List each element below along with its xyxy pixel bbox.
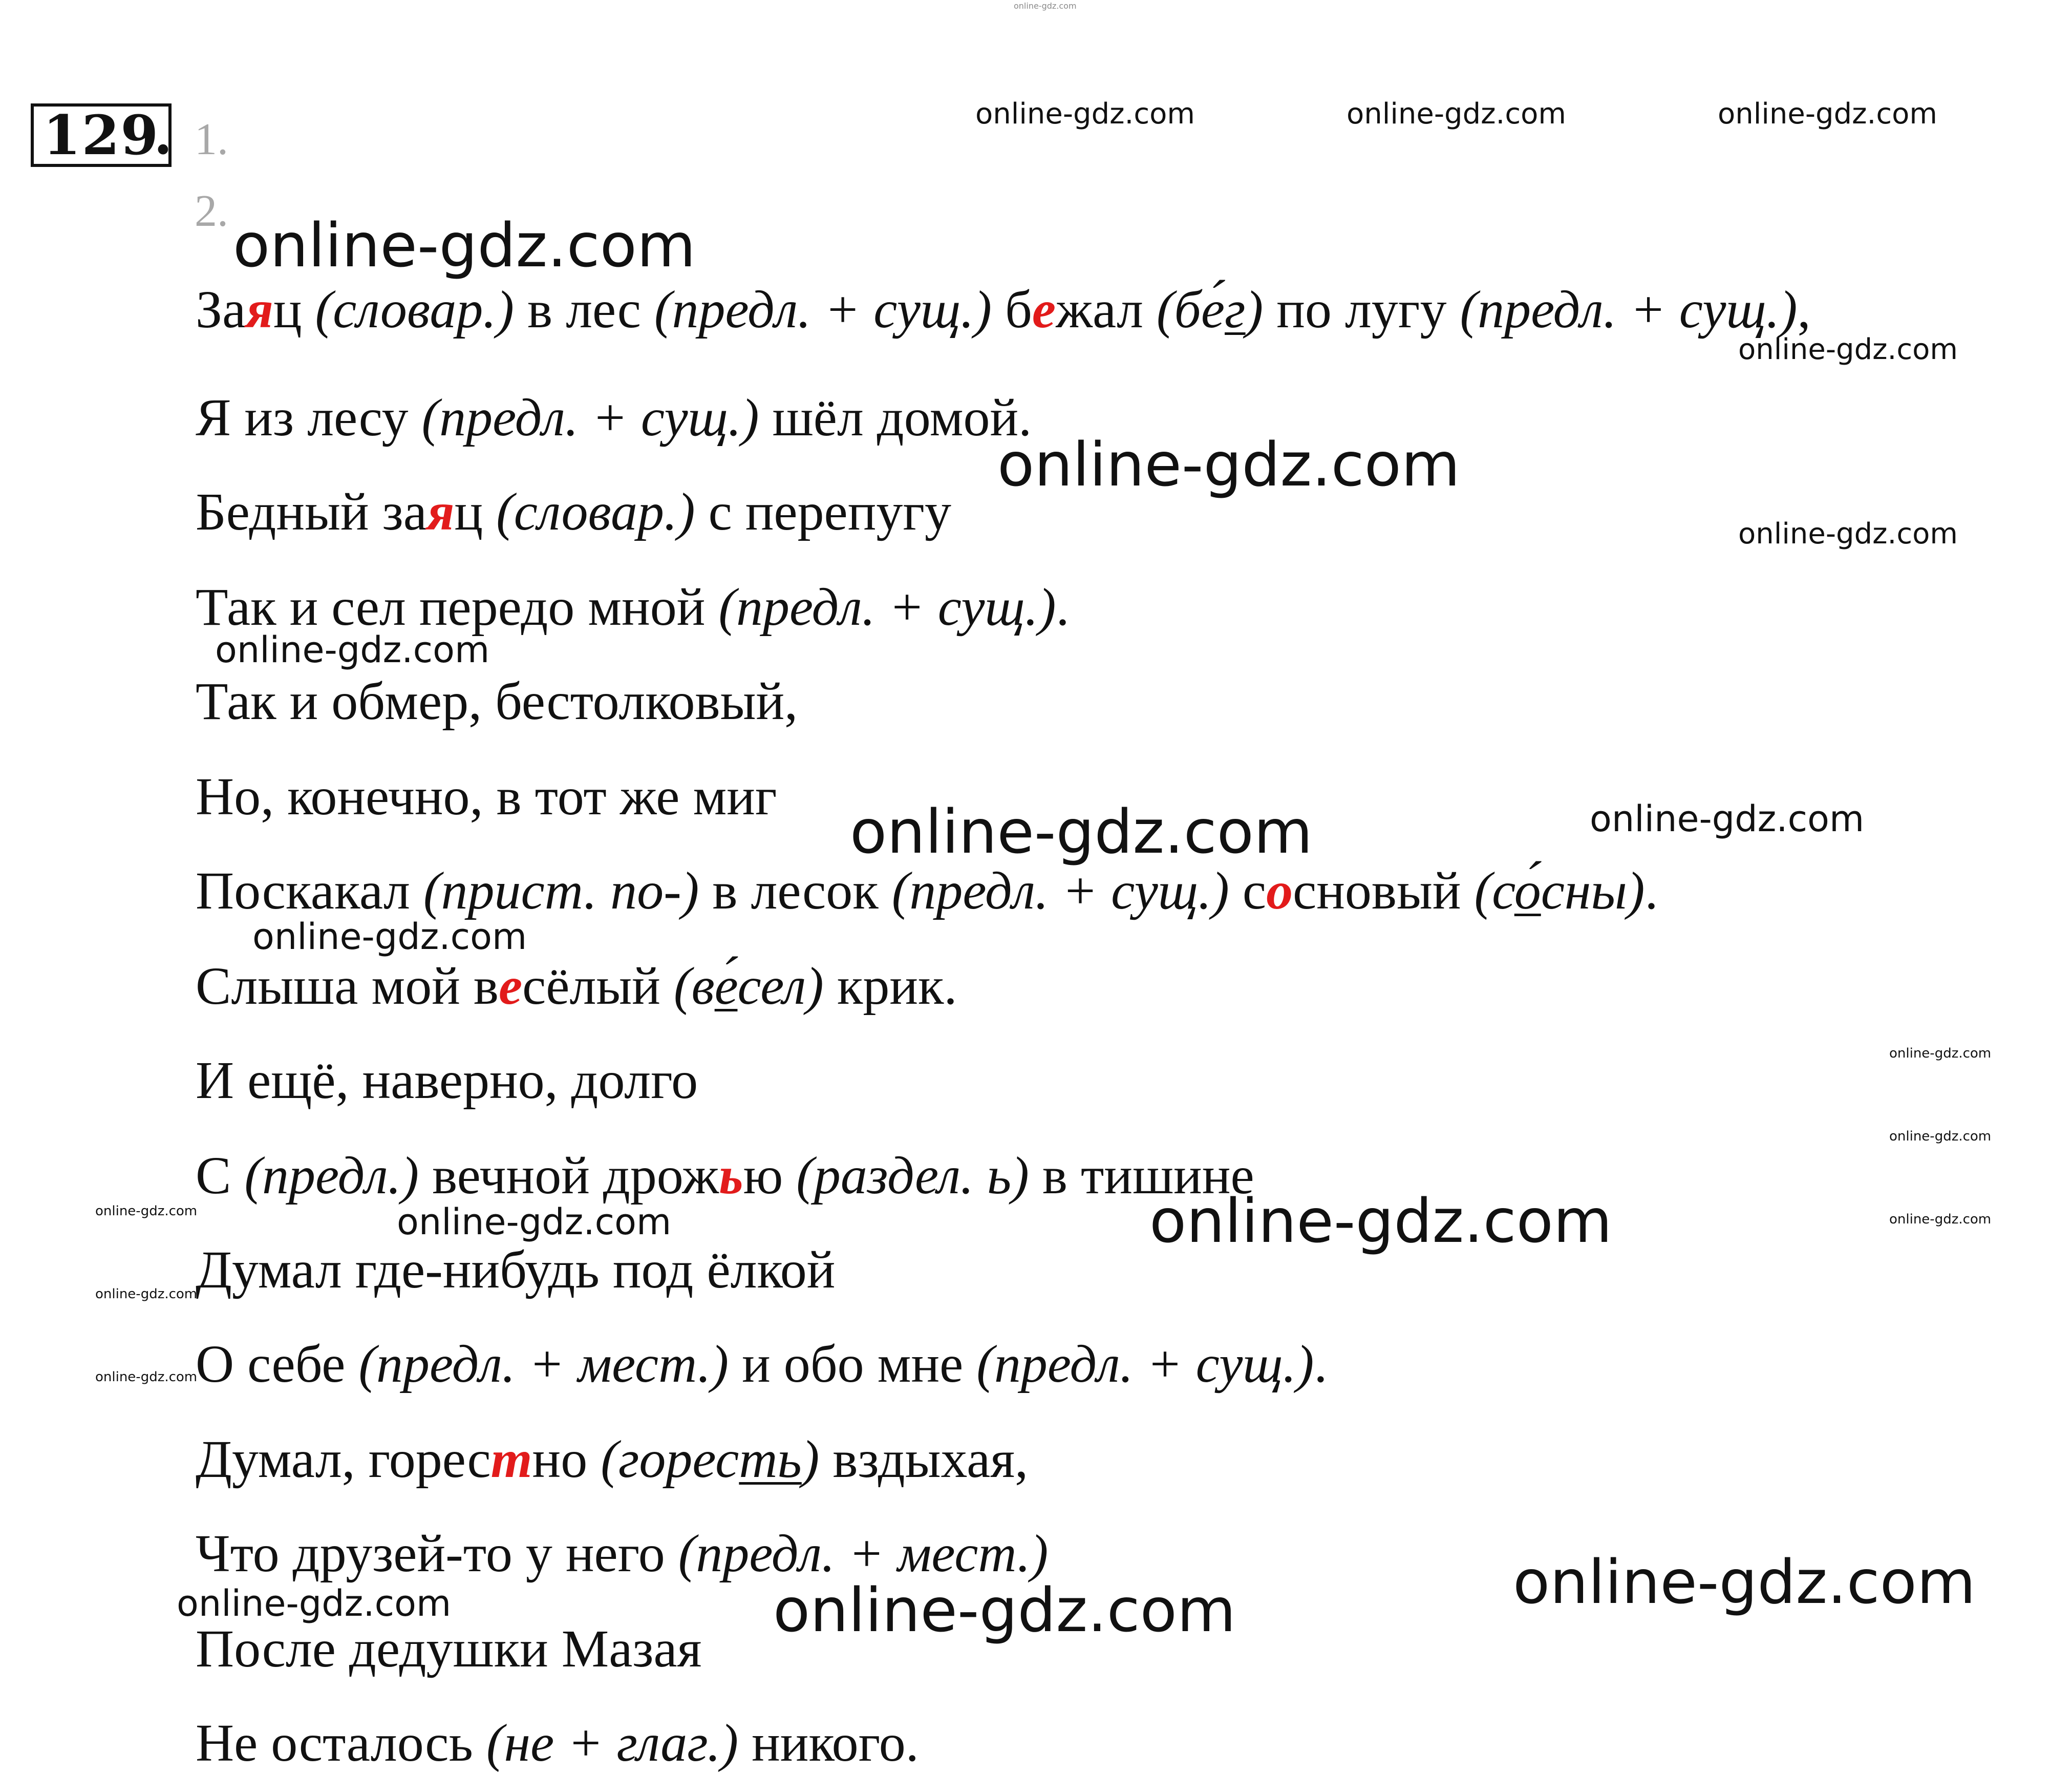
line-text: и обо мне	[729, 1335, 977, 1393]
task-marker-2: 2.	[195, 186, 228, 236]
line-text: Так и сел передо мной	[196, 578, 719, 637]
watermark: online-gdz.com	[215, 629, 490, 671]
poem-line	[196, 956, 957, 1017]
annotation-text: (предл.)	[244, 1146, 419, 1205]
line-text: шёл домой.	[759, 388, 1032, 447]
watermark: online-gdz.com	[1889, 1212, 1992, 1227]
watermark: online-gdz.com	[1889, 1129, 1992, 1144]
line-text: С	[196, 1146, 245, 1205]
annotation-text: (не + глаг.)	[486, 1714, 739, 1772]
annotation-text: е́	[714, 957, 738, 1016]
line-text: .	[1644, 861, 1658, 920]
annotation-text: ть	[739, 1430, 802, 1489]
line-text: Слыша мой в	[196, 957, 499, 1016]
line-text: крик.	[823, 957, 957, 1016]
annotation-text: (предл. + сущ.)	[421, 388, 759, 447]
annotation-text: (словар.)	[315, 280, 514, 339]
poem-line	[196, 1239, 835, 1301]
line-text: И ещё, наверно, долго	[196, 1051, 698, 1110]
highlighted-letter: е	[1032, 280, 1056, 339]
annotation-text: (предл. + сущ.)	[718, 578, 1056, 637]
watermark: online-gdz.com	[95, 1286, 198, 1302]
annotation-text: (бе́	[1156, 280, 1225, 339]
line-text: в тишине	[1029, 1146, 1254, 1205]
annotation-text: (горес	[601, 1430, 739, 1489]
line-text: ц	[454, 482, 497, 541]
watermark: online-gdz.com	[1347, 97, 1566, 131]
line-text: ц	[273, 280, 315, 339]
poem-line	[196, 387, 1032, 449]
watermark: online-gdz.com	[252, 916, 527, 958]
line-text: с	[1229, 861, 1267, 920]
line-text: жал	[1056, 280, 1157, 339]
line-text: Я из лесу	[196, 388, 422, 447]
annotation-text: сны)	[1541, 861, 1645, 920]
line-text: никого.	[738, 1714, 919, 1772]
highlighted-letter: т	[490, 1430, 532, 1489]
poem-line	[196, 1050, 698, 1111]
poem-line	[196, 860, 1658, 922]
watermark: online-gdz.com	[975, 97, 1195, 131]
highlighted-letter: ь	[719, 1146, 743, 1205]
line-text: вздыхая,	[819, 1430, 1029, 1489]
line-text: ю	[743, 1146, 797, 1205]
line-text: Бедный за	[196, 482, 427, 541]
exercise-number-dot: .	[154, 102, 173, 166]
watermark: online-gdz.com	[1889, 1046, 1992, 1061]
annotation-text: )	[801, 1430, 820, 1489]
line-text: .	[1056, 578, 1070, 637]
watermark: online-gdz.com	[177, 1582, 452, 1624]
line-text: Поскакал	[196, 861, 423, 920]
watermark: online-gdz.com	[233, 210, 696, 281]
highlighted-letter: я	[246, 280, 273, 339]
watermark: online-gdz.com	[1718, 97, 1937, 131]
exercise-number: 129	[31, 103, 172, 167]
annotation-text: (прист. по-)	[423, 861, 699, 920]
watermark: online-gdz.com	[773, 1575, 1236, 1645]
task-marker-1: 1.	[195, 115, 228, 164]
line-text: с перепугу	[695, 482, 952, 541]
watermark: online-gdz.com	[1513, 1547, 1976, 1617]
line-text: ,	[1797, 280, 1811, 339]
annotation-text: сел)	[737, 957, 824, 1016]
line-text: вечной дрож	[419, 1146, 719, 1205]
poem-line	[196, 1429, 1028, 1490]
watermark: online-gdz.com	[397, 1201, 672, 1243]
watermark: online-gdz.com	[95, 1369, 198, 1385]
line-text: О себе	[196, 1335, 359, 1393]
annotation-text: (предл. + сущ.)	[891, 861, 1229, 920]
highlighted-letter: о	[1266, 861, 1293, 920]
line-text: За	[196, 280, 246, 339]
line-text: сновый	[1293, 861, 1475, 920]
line-text: Думал где-нибудь под ёлкой	[196, 1240, 836, 1299]
annotation-text: (словар.)	[496, 482, 695, 541]
watermark: online-gdz.com	[1149, 1186, 1612, 1256]
annotation-text: (предл. + мест.)	[678, 1524, 1049, 1583]
annotation-text: (предл. + сущ.)	[1460, 280, 1798, 339]
line-text: .	[1314, 1335, 1328, 1393]
annotation-text: (предл. + мест.)	[358, 1335, 729, 1393]
watermark: online-gdz.com	[1590, 798, 1865, 840]
poem-line	[196, 1618, 702, 1680]
poem-line	[196, 481, 951, 543]
line-text: Что друзей-то у него	[196, 1524, 678, 1583]
poem-line	[196, 1713, 919, 1774]
line-text: по лугу	[1263, 280, 1460, 339]
watermark: online-gdz.com	[1014, 1, 1077, 11]
poem-line	[196, 279, 1811, 341]
line-text: б	[992, 280, 1032, 339]
annotation-text: (с	[1474, 861, 1514, 920]
line-text: сёлый	[522, 957, 674, 1016]
poem-line	[196, 671, 798, 732]
watermark: online-gdz.com	[1738, 333, 1958, 366]
annotation-text: )	[1245, 280, 1264, 339]
line-text: Думал, горес	[196, 1430, 491, 1489]
watermark: online-gdz.com	[95, 1203, 198, 1219]
line-text: в лес	[514, 280, 654, 339]
highlighted-letter: я	[426, 482, 455, 541]
annotation-text: (предл. + сущ.)	[976, 1335, 1314, 1393]
annotation-text: (предл. + сущ.)	[654, 280, 992, 339]
poem-line	[196, 1334, 1327, 1395]
line-text: Так и обмер, бестолковый,	[196, 672, 798, 731]
annotation-text: о́	[1514, 861, 1541, 920]
poem-line	[196, 766, 777, 828]
annotation-text: (раздел. ь)	[796, 1146, 1029, 1205]
line-text: Не осталось	[196, 1714, 486, 1772]
watermark: online-gdz.com	[1738, 517, 1958, 551]
highlighted-letter: е	[498, 957, 523, 1016]
line-text: но	[532, 1430, 601, 1489]
line-text: Но, конечно, в тот же миг	[196, 767, 777, 826]
watermark: online-gdz.com	[850, 796, 1313, 867]
watermark: online-gdz.com	[997, 429, 1460, 500]
annotation-text: г	[1225, 280, 1246, 339]
annotation-text: (в	[673, 957, 715, 1016]
poem-line	[196, 1145, 1254, 1207]
line-text: в лесок	[699, 861, 892, 920]
line-text: После дедушки Мазая	[196, 1619, 702, 1678]
